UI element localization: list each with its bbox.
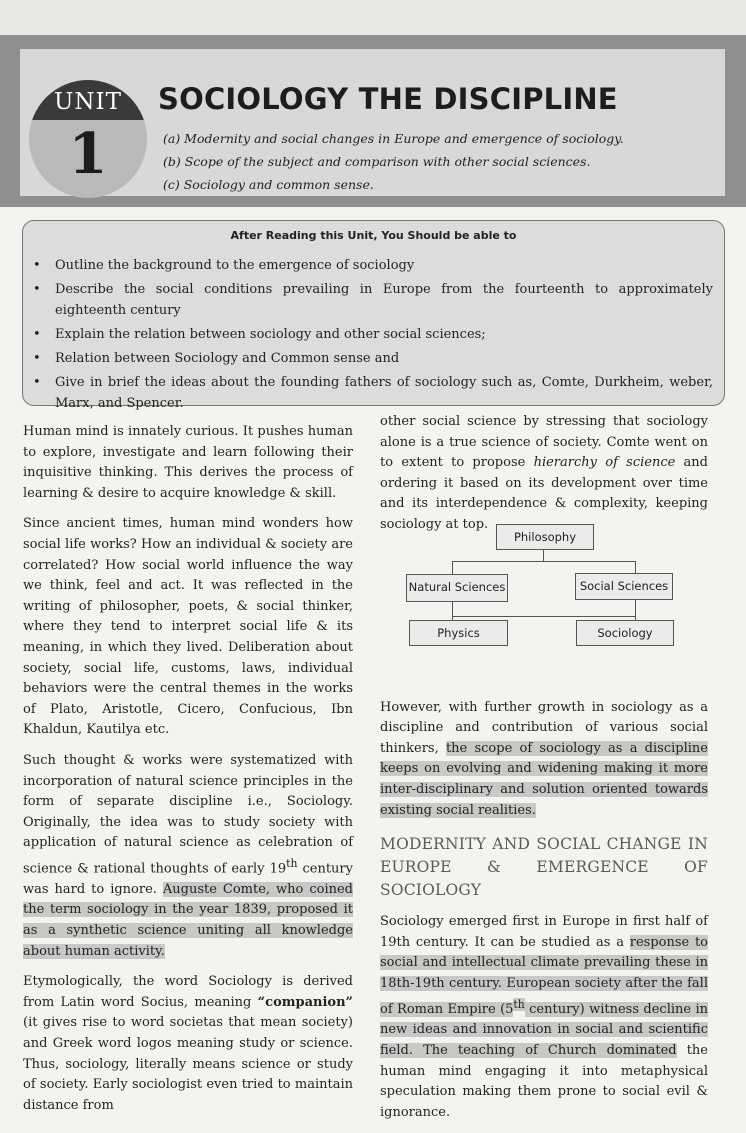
highlighted-text: the scope of sociology as a discipline keeps on evolving and widening making it more inter-disciplinary and solution oriented towards existing social realities. (380, 740, 708, 818)
text-run: century was hard to ignore. (23, 861, 353, 897)
left-column (23, 422, 353, 1126)
objective-item: (c) Sociology and common sense. (163, 177, 374, 192)
outcome-text: Outline the background to the emergence of sociology (55, 258, 415, 273)
text-run: and ordering it based on its development over time and its interdependence & complexity, keeping sociology at top. (380, 455, 709, 532)
hierarchy-diagram (405, 520, 683, 648)
text-run: Such thought & works were systematized with incorporation of natural science principles in the form of separate discipline i.e., Sociology. Originally, the idea was to study society with application of natural science as celebration of science & rational thoughts of early 19 (23, 752, 353, 877)
text-run: Sociology emerged first in Europe in first half of 19th century. It can be studied as a (380, 914, 708, 950)
objective-item: (a) Modernity and social changes in Europe and emergence of sociology. (163, 131, 624, 146)
outcome-text: Describe the social conditions prevailing in Europe from the fourteenth to approximately eighteenth century (55, 282, 713, 318)
diagram-node-sociology: Sociology (576, 620, 674, 646)
paragraph: Since ancient times, human mind wonders how social life works? How an individual & society are correlated? How social world influence the way we think, feel and act. It was reflected in the writing of philosopher, poets, & social thinker, where they tend to interpret social life & its meaning, in which they lived. Deliberation about society, social life, customs, laws, individual behaviors were the central themes in the works of Plato, Aristotle, Cicero, Confucious, Ibn Khaldun, Kautilya etc. (23, 516, 353, 738)
connector-line (452, 602, 453, 616)
outcome-text: Explain the relation between sociology and other social sciences; (55, 327, 486, 342)
paragraph (23, 751, 353, 962)
text-run: (it gives rise to word societas that mean society) and Greek word logos meaning study or science. Thus, sociology, literally means science or study of society. Early sociologist even tried to maintain distance from (23, 1015, 353, 1113)
paragraph (23, 972, 353, 1116)
outcome-item (33, 279, 713, 321)
connector-line (635, 561, 636, 573)
bullet-icon: • (33, 282, 41, 297)
connector-line (452, 616, 635, 617)
superscript: th (513, 997, 525, 1011)
outcome-item (33, 255, 713, 276)
outcome-text: Give in brief the ideas about the founding fathers of sociology such as, Comte, Durkheim, weber, Marx, and Spencer. (55, 375, 713, 411)
outcome-item (33, 324, 713, 345)
bullet-icon: • (33, 258, 41, 273)
diagram-node-root: Philosophy (496, 524, 594, 550)
objective-item: (b) Scope of the subject and comparison with other social sciences. (163, 154, 591, 169)
connector-line (452, 561, 635, 562)
learning-outcomes-box (22, 220, 725, 411)
learning-outcomes-heading: After Reading this Unit, You Should be able to (230, 229, 517, 242)
bold-term: “companion” (257, 994, 353, 1010)
unit-number: 1 (68, 121, 108, 187)
bullet-icon: • (33, 351, 41, 366)
objective-list (163, 130, 624, 199)
connector-line (452, 561, 453, 574)
unit-label: UNIT (29, 80, 147, 120)
highlighted-text: response to social and intellectual climate prevailing these in 18th-19th century. European society after the fall of Roman Empire (5 (380, 934, 708, 1017)
outcome-item (33, 348, 713, 369)
highlighted-text: century) witness decline in new ideas and innovation in social and scientific field. The teaching of Church dominated (380, 1001, 708, 1059)
outcome-item (33, 372, 713, 414)
unit-badge (29, 80, 147, 198)
diagram-node-physics: Physics (409, 620, 508, 646)
paragraph (380, 698, 708, 822)
section-heading: MODERNITY AND SOCIAL CHANGE IN EUROPE & EMERGENCE OF SOCIOLOGY (380, 835, 708, 900)
text-run: the human mind engaging it into metaphysical speculation making them prone to social evil & ignorance. (380, 1043, 708, 1120)
paragraph (380, 912, 708, 1123)
superscript: th (286, 856, 298, 870)
outcome-text: Relation between Sociology and Common sense and (55, 351, 400, 366)
bullet-icon: • (33, 327, 41, 342)
text-run: Etymologically, the word Sociology is derived from Latin word Socius, meaning (23, 974, 353, 1010)
connector-line (635, 600, 636, 616)
text-run: However, with further growth in sociology as a discipline and contribution of various social thinkers, (380, 699, 708, 756)
top-strip (0, 0, 746, 35)
highlighted-text: Auguste Comte, who coined the term sociology in the year 1839, proposed it as a synthetic science uniting all knowledge about human activity. (23, 881, 353, 959)
paragraph (380, 412, 708, 536)
chapter-title: SOCIOLOGY THE DISCIPLINE (158, 82, 618, 116)
text-run: other social science by stressing that sociology alone is a true science of society. Comte went on to extent to propose (380, 414, 708, 471)
bullet-icon: • (33, 375, 41, 390)
italic-term: hierarchy of science (533, 455, 676, 471)
diagram-node-natural-sciences: Natural Sciences (406, 574, 508, 602)
paragraph: Human mind is innately curious. It pushes human to explore, investigate and learn following their inquisitive thinking. This derives the process of learning & desire to acquire knowledge & skill. (23, 424, 353, 501)
diagram-node-social-sciences: Social Sciences (575, 573, 673, 600)
learning-outcomes-list (33, 255, 713, 417)
